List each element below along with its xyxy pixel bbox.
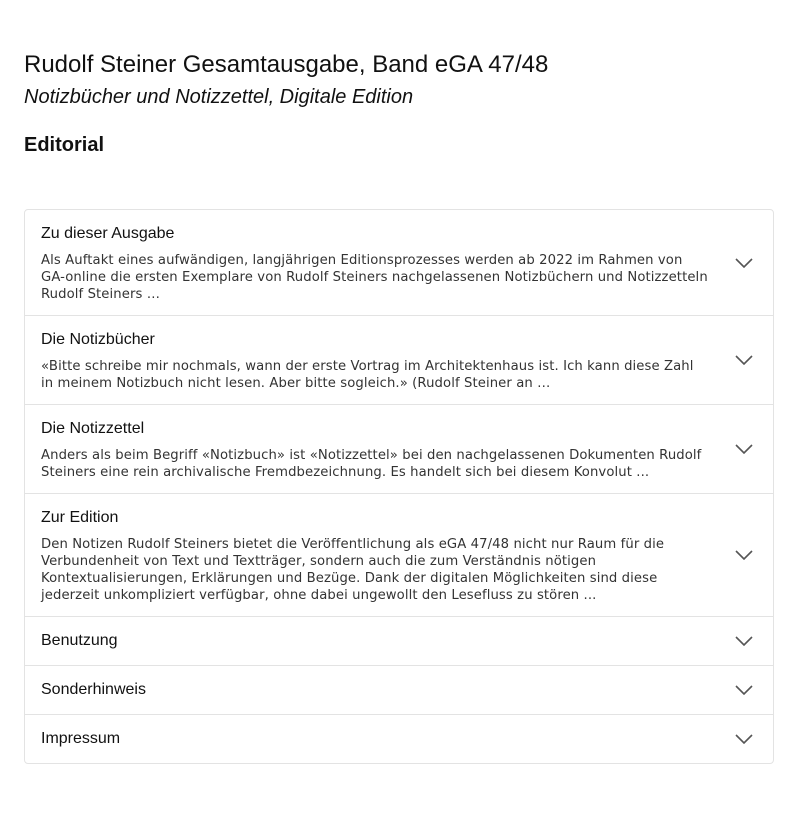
accordion-item-zur-edition[interactable] xyxy=(25,493,773,616)
accordion-item-summary: Anders als beim Begriff «Notizbuch» ist «Notizzettel» bei den nachgelassenen Dokumenten Rudolf Steiners eine rein archivalische Fremdbezeichnung. Es handelt sich bei diesem Konvolut ... xyxy=(41,448,702,480)
accordion-item-impressum[interactable] xyxy=(25,714,773,763)
accordion-item-summary: Den Notizen Rudolf Steiners bietet die Veröffentlichung als eGA 47/48 nicht nur Raum für die Verbundenheit von Text und Textträger, sondern auch die zum Verständnis nötigen Kontextualisierungen, Erklärungen und Bezüge. Dank der digitalen Möglichkeiten sind diese jederzeit unkompliziert verfügbar, ohne dabei ungewollt den Lesefluss zu stören ... xyxy=(41,537,665,603)
page-subtitle: Notizbücher und Notizzettel, Digitale Edition xyxy=(24,86,414,108)
accordion-item-zu-dieser-ausgabe[interactable] xyxy=(25,210,773,315)
accordion-item-die-notizzettel[interactable] xyxy=(25,404,773,493)
accordion-item-title: Zur Edition xyxy=(41,509,119,526)
chevron-down-icon xyxy=(735,550,753,560)
accordion-item-title: Benutzung xyxy=(41,632,118,649)
accordion-item-sonderhinweis[interactable] xyxy=(25,665,773,714)
accordion-item-title: Zu dieser Ausgabe xyxy=(41,225,175,242)
editorial-accordion xyxy=(24,209,774,764)
chevron-down-icon xyxy=(735,734,753,744)
accordion-item-die-notizbuecher[interactable] xyxy=(25,315,773,404)
chevron-down-icon xyxy=(735,355,753,365)
chevron-down-icon xyxy=(735,444,753,454)
accordion-item-title: Impressum xyxy=(41,730,121,747)
accordion-item-benutzung[interactable] xyxy=(25,616,773,665)
section-heading: Editorial xyxy=(24,134,105,156)
accordion-item-summary: «Bitte schreibe mir nochmals, wann der erste Vortrag im Architektenhaus ist. Ich kann diese Zahl in meinem Notizbuch nicht lesen. Aber bitte sogleich.» (Rudolf Steiner an … xyxy=(41,359,694,391)
page-title: Rudolf Steiner Gesamtausgabe, Band eGA 47/48 xyxy=(24,51,549,78)
accordion-item-title: Die Notizzettel xyxy=(41,420,145,437)
chevron-down-icon xyxy=(735,636,753,646)
accordion-item-summary: Als Auftakt eines aufwändigen, langjährigen Editionsprozesses werden ab 2022 im Rahmen von GA-online die ersten Exemplare von Rudolf Steiners nachgelassenen Notizbüchern und Notizzetteln Rudolf Steiners … xyxy=(41,253,708,302)
chevron-down-icon xyxy=(735,685,753,695)
accordion-item-title: Sonderhinweis xyxy=(41,681,146,698)
accordion-item-title: Die Notizbücher xyxy=(41,331,155,348)
chevron-down-icon xyxy=(735,258,753,268)
